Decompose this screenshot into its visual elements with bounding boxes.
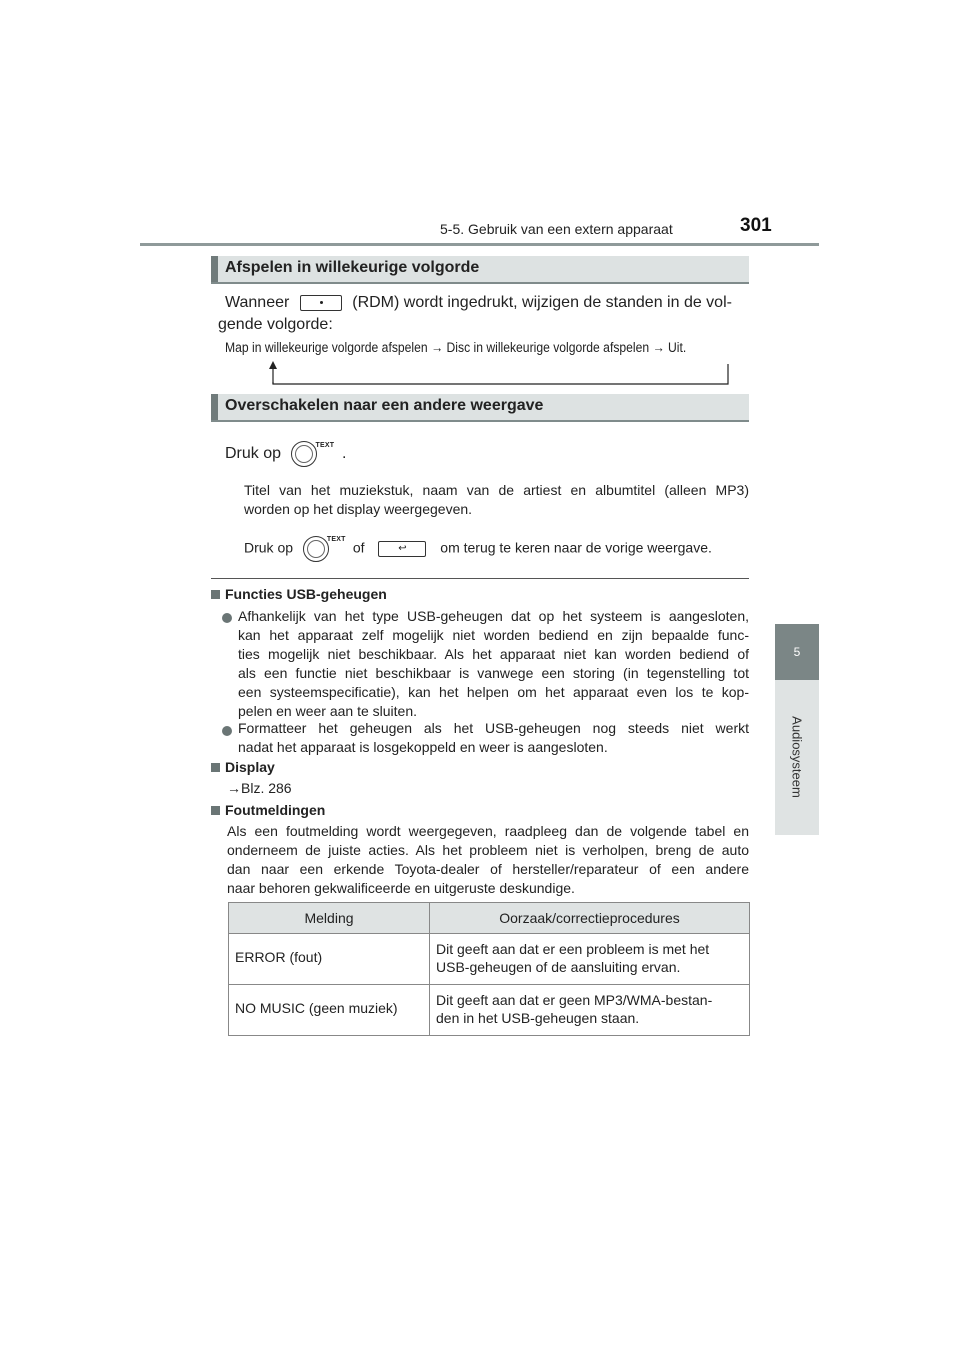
heading-accent	[211, 394, 218, 420]
page-number: 301	[740, 215, 772, 236]
errors-paragraph: Als een foutmelding wordt weergegeven, raadpleeg dan de volgende tabel en onderneem de juiste acties. Als het probleem niet is verholpen, breng de auto dan naar een erkende Toyota-dealer of hersteller/reparateur of een andere naar behoren gekwalificeerde en uitgeruste deskundige.	[227, 823, 749, 896]
intro-after: (RDM) wordt ingedrukt, wijzigen de standen in de vol-	[352, 294, 732, 311]
cycle-arrow-diagram	[264, 360, 734, 386]
round-bullet-icon	[222, 726, 232, 736]
display-page-reference: →Blz. 286	[227, 780, 292, 796]
usb-bullet-2: Formatteer het geheugen als het USB-geheugen nog steeds niet werkt nadat het apparaat is losgekoppeld en weer is aangesloten.	[238, 720, 749, 755]
note-heading-errors: Foutmeldingen	[211, 802, 325, 818]
table-header-cause: Oorzaak/correctieprocedures	[430, 903, 750, 934]
back-mid: of	[352, 539, 365, 556]
press-after: .	[341, 445, 347, 463]
table-header-row	[229, 903, 750, 934]
header-rule	[140, 243, 819, 246]
random-play-intro	[225, 292, 732, 314]
note-heading-display: Display	[211, 759, 275, 775]
round-bullet-icon	[222, 613, 232, 623]
section-heading-random-play	[211, 256, 749, 284]
random-play-intro-line2: gende volgorde:	[218, 316, 333, 333]
table-header-message: Melding	[229, 903, 430, 934]
chapter-tab-label-text: Audiosysteem	[789, 716, 805, 798]
table-cell-message: ERROR (fout)	[229, 934, 430, 985]
note-heading-usb: Functies USB-geheugen	[211, 586, 387, 602]
rdm-button-icon	[300, 295, 342, 311]
text-knob-icon: TEXT	[301, 532, 345, 566]
press-text-instruction	[225, 437, 346, 471]
chapter-tab-label	[775, 680, 819, 835]
display-info-line2: worden op het display weergegeven.	[244, 501, 473, 517]
error-messages-table	[228, 902, 750, 1036]
square-bullet-icon	[211, 806, 220, 815]
square-bullet-icon	[211, 590, 220, 599]
section-heading-text: Afspelen in willekeurige volgorde	[225, 259, 480, 276]
back-before: Druk op	[244, 539, 294, 556]
chapter-tab-number: 5	[775, 624, 819, 680]
section-heading-text: Overschakelen naar een andere weergave	[225, 397, 544, 414]
square-bullet-icon	[211, 763, 220, 772]
table-row	[229, 985, 750, 1036]
usb-bullet-1: Afhankelijk van het type USB-geheugen dat op het systeem is aangesloten, kan het apparaat zelf mogelijk niet worden bediend en zijn bepaalde func- ties mogelijk niet beschikbaar. Als het apparaat niet kan worden bediend of als een functie niet beschikbaar is vanwege een storing (in tegenstelling tot een systeemspecificatie), kan het helpen om het apparaat even los te kop- pelen en weer aan te sluiten.	[238, 608, 749, 719]
back-button-icon: ↩	[378, 541, 426, 557]
notes-divider	[211, 578, 749, 579]
text-knob-icon: TEXT	[289, 437, 333, 471]
table-cell-cause: Dit geeft aan dat er een probleem is met het USB-geheugen of de aansluiting ervan.	[430, 934, 750, 985]
table-cell-cause: Dit geeft aan dat er geen MP3/WMA-bestan- den in het USB-geheugen staan.	[430, 985, 750, 1036]
table-cell-message: NO MUSIC (geen muziek)	[229, 985, 430, 1036]
section-heading-switch-display	[211, 394, 749, 422]
random-play-sequence: Map in willekeurige volgorde afspelen → Disc in willekeurige volgorde afspelen → Uit.	[225, 340, 687, 355]
display-info-line1: Titel van het muziekstuk, naam van de artiest en albumtitel (alleen MP3)	[244, 482, 749, 498]
header-section-title: 5-5. Gebruik van een extern apparaat	[440, 221, 673, 237]
table-row	[229, 934, 750, 985]
back-after: om terug te keren naar de vorige weergave.	[440, 539, 712, 556]
intro-before: Wanneer	[225, 294, 290, 311]
press-before: Druk op	[225, 445, 282, 463]
back-instruction	[244, 532, 712, 566]
heading-accent	[211, 256, 218, 282]
